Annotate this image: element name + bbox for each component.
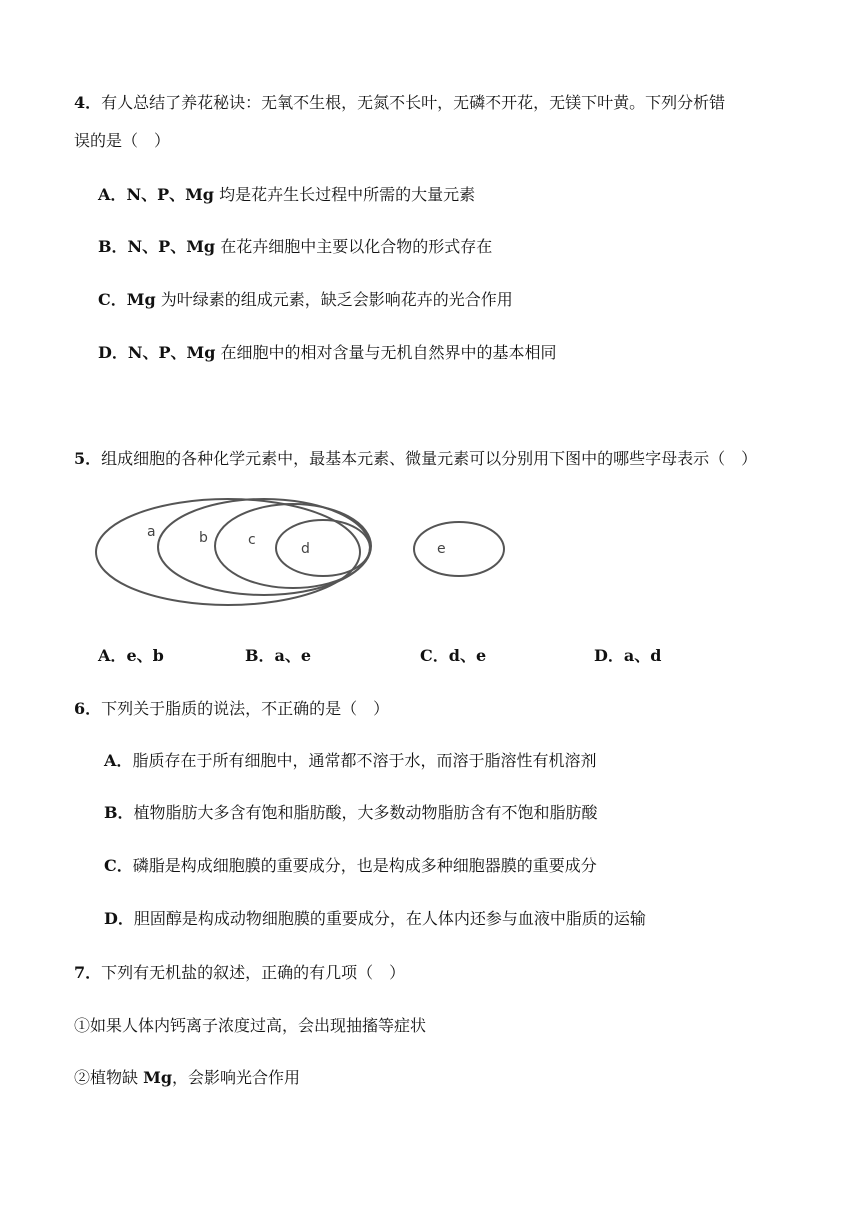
q5-option-c[interactable]: C．d、e bbox=[420, 646, 487, 665]
q5-stem: 5．组成细胞的各种化学元素中，最基本元素、微量元素可以分别用下图中的哪些字母表示（ ） bbox=[74, 449, 758, 468]
q7-item-1: ①如果人体内钙离子浓度过高，会出现抽搐等症状 bbox=[74, 1016, 427, 1035]
q6-stem: 6．下列关于脂质的说法，不正确的是（ ） bbox=[74, 699, 390, 718]
q4-option-c[interactable]: C．Mg 为叶绿素的组成元素，缺乏会影响花卉的光合作用 bbox=[98, 290, 513, 309]
q6-option-c[interactable]: C．磷脂是构成细胞膜的重要成分，也是构成多种细胞器膜的重要成分 bbox=[104, 856, 597, 875]
label-b: b bbox=[199, 530, 208, 546]
q7-stem: 7．下列有无机盐的叙述，正确的有几项（ ） bbox=[74, 963, 406, 982]
q6-option-a[interactable]: A．脂质存在于所有细胞中，通常都不溶于水，而溶于脂溶性有机溶剂 bbox=[104, 751, 597, 770]
label-e: e bbox=[437, 541, 446, 557]
q4-option-d[interactable]: D．N、P、Mg 在细胞中的相对含量与无机自然界中的基本相同 bbox=[98, 343, 557, 362]
q6-number: 6 bbox=[74, 699, 86, 718]
q4-option-a[interactable]: A．N、P、Mg 均是花卉生长过程中所需的大量元素 bbox=[98, 185, 476, 204]
q6-option-b[interactable]: B．植物脂肪大多含有饱和脂肪酸，大多数动物脂肪含有不饱和脂肪酸 bbox=[104, 803, 598, 822]
q4-stem-line2: 误的是（ ） bbox=[74, 131, 171, 150]
q4-option-b[interactable]: B．N、P、Mg 在花卉细胞中主要以化合物的形式存在 bbox=[98, 237, 493, 256]
q7-item-2: ②植物缺 Mg，会影响光合作用 bbox=[74, 1068, 301, 1087]
ellipse-c bbox=[215, 504, 371, 588]
q5-option-b[interactable]: B．a、e bbox=[245, 646, 312, 665]
label-c: c bbox=[248, 532, 256, 548]
element-venn-diagram bbox=[90, 490, 520, 615]
q6-option-d[interactable]: D．胆固醇是构成动物细胞膜的重要成分，在人体内还参与血液中脂质的运输 bbox=[104, 909, 646, 928]
q5-option-d[interactable]: D．a、d bbox=[594, 646, 662, 665]
q5-option-a[interactable]: A．e、b bbox=[98, 646, 164, 665]
q5-number: 5 bbox=[74, 449, 86, 468]
ellipse-d bbox=[276, 520, 370, 576]
ellipse-a bbox=[96, 499, 360, 605]
q4-number: 4 bbox=[74, 93, 86, 112]
ellipse-e bbox=[414, 522, 504, 576]
label-a: a bbox=[147, 524, 156, 540]
q7-number: 7 bbox=[74, 963, 86, 982]
q4-stem-line1: 4．有人总结了养花秘诀：无氧不生根，无氮不长叶，无磷不开花，无镁下叶黄。下列分析错 bbox=[74, 93, 726, 112]
label-d: d bbox=[301, 541, 310, 557]
